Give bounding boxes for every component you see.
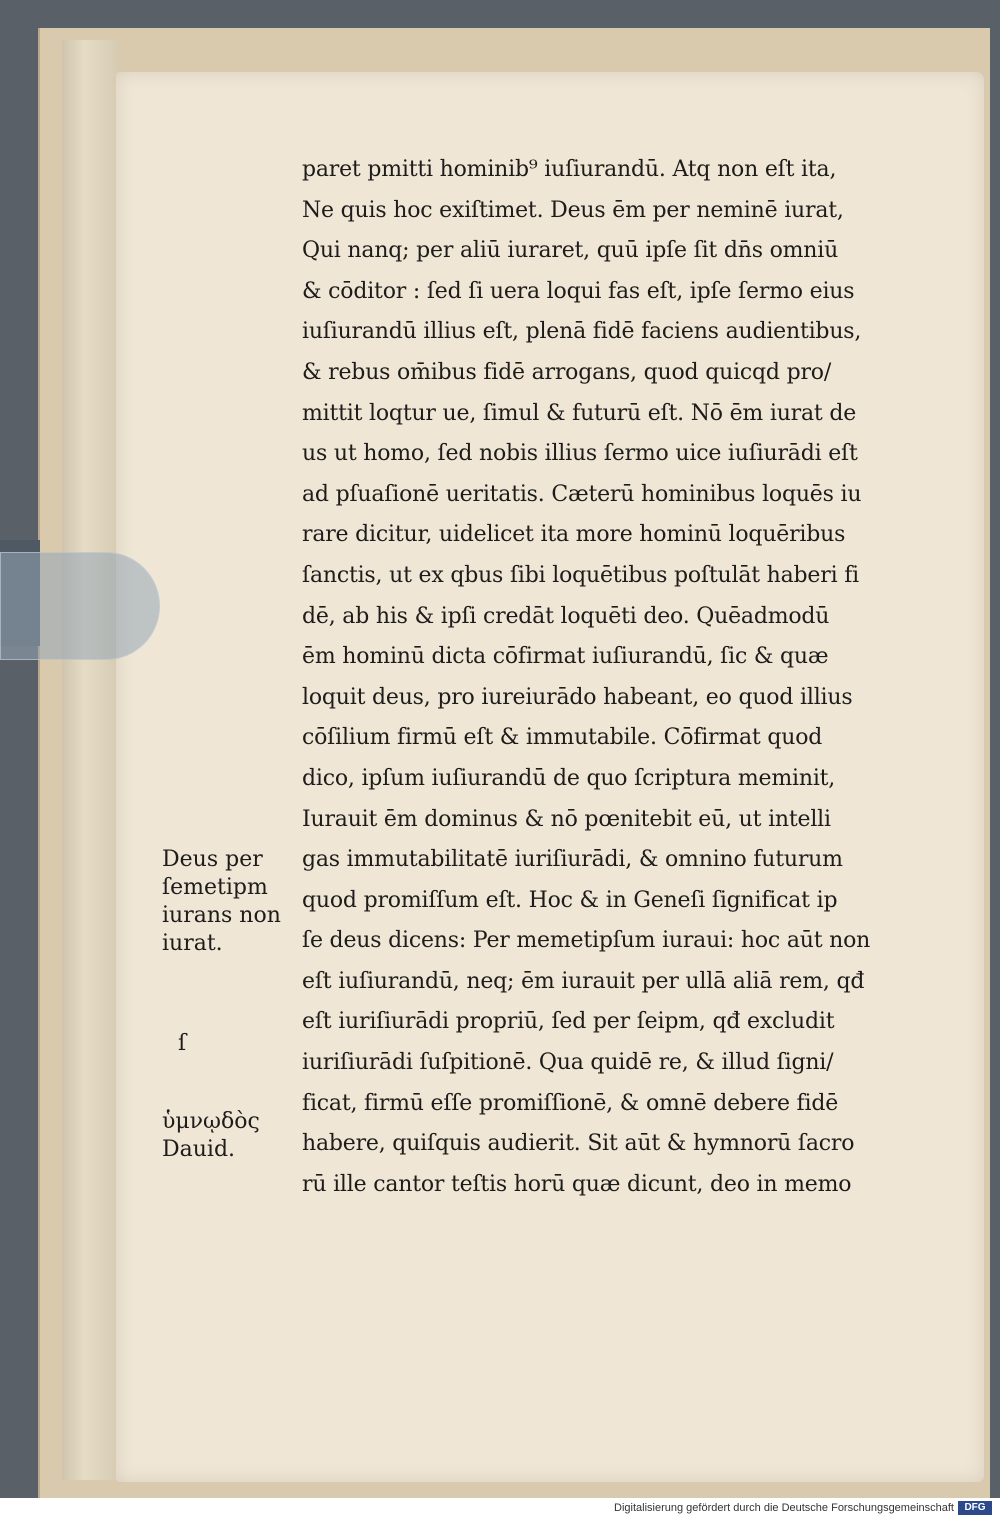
text-line: ficat, firmū eſſe promiſſionē, & omnē debere fidē [302, 1090, 839, 1116]
text-line: habere, quiſquis audierit. Sit aūt & hymnorū ſacro [302, 1131, 855, 1157]
text-line: Iurauit ēm dominus & nō pœnitebit eū, ut intelli [302, 806, 831, 832]
text-line: rare dicitur, uidelicet ita more hominū loquēribus [302, 522, 846, 548]
text-line: mittit loqtur ue, ſimul & futurū eſt. Nō ēm iurat de [302, 400, 857, 426]
text-line: gas immutabilitatē iuriſiurādi, & omnino futurum [302, 847, 843, 873]
text-line: ad pſuaſionē ueritatis. Cæterū hominibus loquēs iu [302, 481, 862, 507]
digitization-credit: Digitalisierung gefördert durch die Deutsche Forschungsgemeinschaft [614, 1502, 954, 1514]
margin-note-hymnodos-david [162, 1108, 260, 1164]
margin-note-line: iurat. [162, 931, 223, 956]
text-line: ſanctis, ut ex qbus ſibi loquētibus poſtulāt haberi fi [302, 562, 859, 588]
margin-mark: ſ [178, 1031, 187, 1056]
margin-note-line: iurans non [162, 903, 281, 928]
text-line: loquit deus, pro iureiurādo habeant, eo quod illius [302, 684, 853, 710]
margin-note-line: Deus per [162, 847, 263, 872]
margin-note-line: Dauid. [162, 1137, 236, 1162]
text-line: Ne quis hoc exiſtimet. Deus ēm per neminē iurat, [302, 197, 844, 223]
text-line: quod promiſſum eſt. Hoc & in Geneſi ſignificat ip [302, 887, 838, 913]
text-line: dico, ipſum iuſiurandū de quo ſcriptura meminit, [302, 765, 836, 791]
margin-note-line: ſemetipm [162, 875, 268, 900]
text-line: iuriſiurādi ſuſpitionē. Qua quidē re, & illud ſigni/ [302, 1050, 834, 1076]
text-line: cōſilium firmū eſt & immutabile. Cōfirmat quod [302, 725, 823, 751]
main-text-block [302, 150, 942, 1205]
text-line: paret pmitti hominib⁹ iuſiurandū. Atq non eſt ita, [302, 157, 837, 182]
page-marker-tab [0, 552, 160, 660]
text-line: iuſiurandū illius eſt, plenā fidē faciens audientibus, [302, 319, 862, 345]
text-line: eſt iuſiurandū, neq; ēm iurauit per ullā aliā rem, qđ [302, 968, 865, 994]
text-line: & rebus om̄ibus fidē arrogans, quod quicqd pro/ [302, 359, 832, 385]
text-line: ſe deus dicens: Per memetipſum iuraui: hoc aūt non [302, 928, 871, 954]
margin-note-deus-per-semetipsum [162, 846, 281, 958]
text-line: us ut homo, ſed nobis illius ſermo uice iuſiurādi eſt [302, 441, 858, 467]
text-line: eſt iuriſiurādi propriū, ſed per ſeipm, qđ excludit [302, 1009, 835, 1035]
margin-note-line: ὑμνῳδὸς [162, 1109, 260, 1134]
text-line: dē, ab his & ipſi credāt loquēti deo. Quēadmodū [302, 603, 830, 629]
text-line: Qui nanq; per aliū iuraret, quū ipſe ſit dn̄s omniū [302, 238, 839, 264]
book-spine-edge [62, 40, 118, 1480]
text-line: rū ille cantor teſtis horū quæ dicunt, deo in memo [302, 1171, 852, 1197]
text-line: & cōditor : ſed ſi uera loqui fas eſt, ipſe ſermo eius [302, 278, 855, 304]
dfg-logo: DFG [958, 1501, 992, 1515]
text-line: ēm hominū dicta cōfirmat iuſiurandū, ſic & quæ [302, 644, 829, 670]
